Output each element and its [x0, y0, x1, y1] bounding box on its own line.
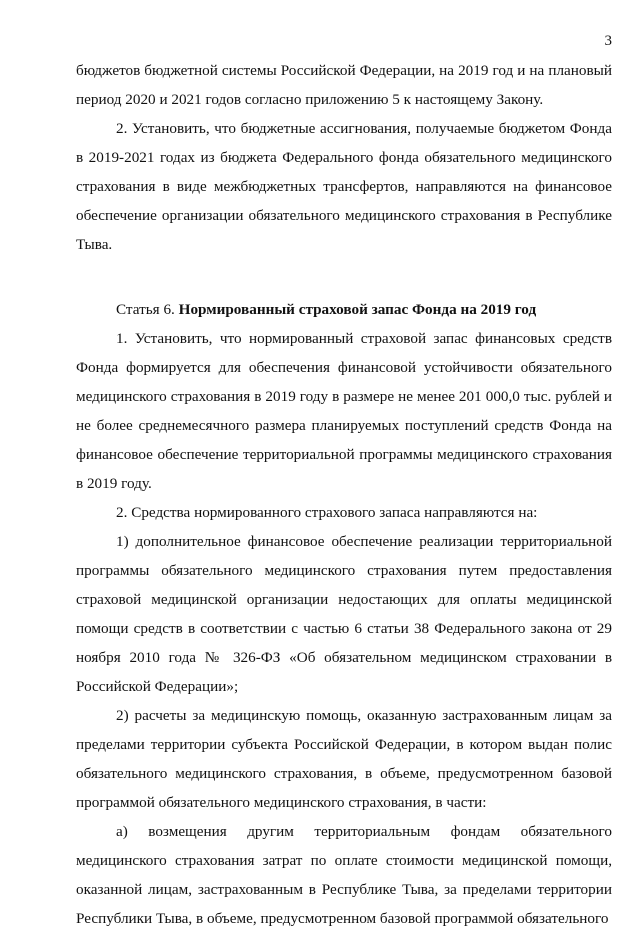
paragraph-continuation: бюджетов бюджетной системы Российской Федерации, на 2019 год и на плановый период 2020 и 2021 годов согласно приложению 5 к настоящему Закону. [76, 62, 612, 108]
page-number: 3 [604, 33, 612, 49]
paragraph-article6-item-1: 1. Установить, что нормированный страховой запас финансовых средств Фонда формируется для обеспечения финансовой устойчивости обязательного медицинского страхования в 2019 году в размере не менее 201 000,0 тыс. рублей и не более среднемесячного размера планируемых поступлений средств Фонда на финансовое обеспечение территориальной программы медицинского страхования в 2019 году. [76, 330, 612, 492]
document-body [76, 56, 612, 933]
paragraph-subitem-1: 1) дополнительное финансовое обеспечение реализации территориальной программы обязательного медицинского страхования путем предоставления страховой медицинской организации недостающих для оплаты медицинской помощи средств в соответствии с частью 6 статьи 38 Федерального закона от 29 ноября 2010 года № 326-ФЗ «Об обязательном медицинском страховании в Российской Федерации»; [76, 533, 612, 695]
paragraph-item-2: 2. Установить, что бюджетные ассигнования, получаемые бюджетом Фонда в 2019-2021 годах из бюджета Федерального фонда обязательного медицинского страхования в виде межбюджетных трансфертов, направляются на финансовое обеспечение организации обязательного медицинского страхования в Республике Тыва. [76, 120, 612, 253]
paragraph-subitem-2: 2) расчеты за медицинскую помощь, оказанную застрахованным лицам за пределами территории субъекта Российской Федерации, в котором выдан полис обязательного медицинского страхования, в объеме, предусмотренном базовой программой обязательного медицинского страхования, в части: [76, 707, 612, 811]
paragraph-subitem-a: а) возмещения другим территориальным фондам обязательного медицинского страхования затрат по оплате стоимости медицинской помощи, оказанной лицам, застрахованным в Республике Тыва, за пределами территории Республики Тыва, в объеме, предусмотренном базовой программой обязательного [76, 823, 612, 927]
article-title: Нормированный страховой запас Фонда на 2019 год [178, 301, 537, 318]
paragraph-article6-item-2: 2. Средства нормированного страхового запаса направляются на: [116, 504, 538, 521]
article-heading [76, 295, 612, 324]
article-label: Статья 6. [116, 301, 175, 318]
